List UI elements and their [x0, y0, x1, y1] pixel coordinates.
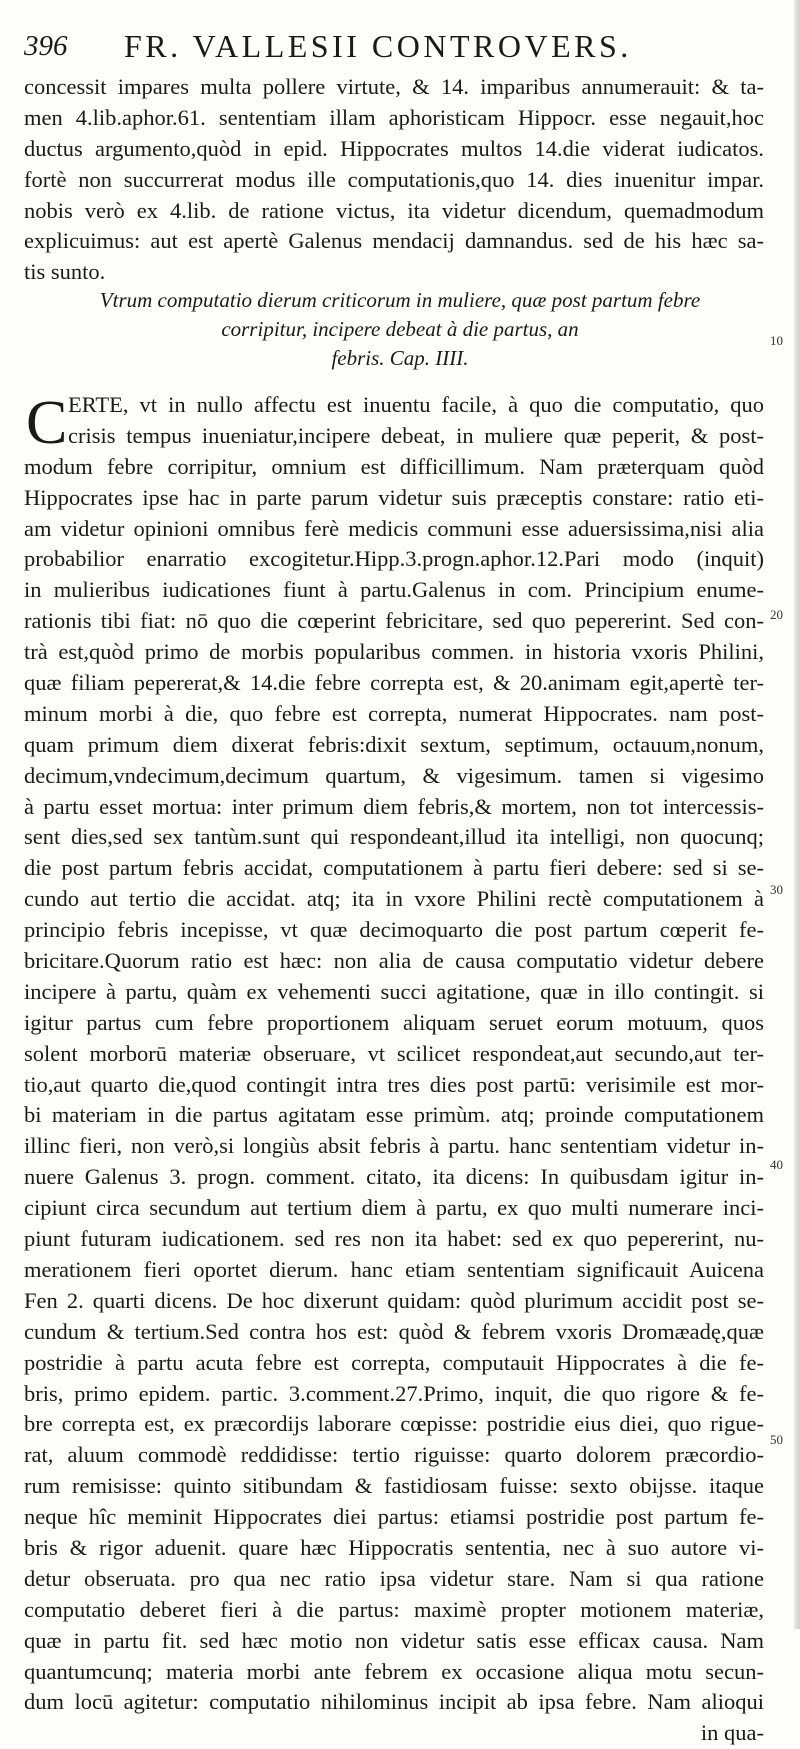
text-line: cundo aut tertio die accidat. atq; ita in vxore Philini rectè computationem à	[24, 886, 764, 912]
text-line: computatio deberet fieri à die partus: maximè propter motionem materiæ,	[24, 1596, 764, 1622]
catchword: in qua-	[700, 1720, 764, 1746]
text-line: modum febre corripitur, omnium est difficillimum. Nam præterquam quòd	[24, 453, 764, 479]
text-line: trà est,quòd primo de morbis popularibus commen. in historia vxoris Philini,	[24, 639, 764, 665]
text-line: minum morbi à die, quo febre est correpta, numerat Hippocrates. nam post-	[24, 700, 764, 726]
preceding-paragraph	[24, 72, 764, 288]
text-line: piunt futuram iudicationem. sed res non ita habet: sed ex quo pepererint, nu-	[24, 1226, 764, 1252]
running-title: FR. VALLESII CONTROVERS.	[124, 28, 632, 64]
text-line: tio,aut quarto die,quod contingit intra tres dies post partū: verisimile est mor-	[24, 1071, 764, 1097]
chapter-heading	[90, 286, 710, 373]
text-line: tis sunto.	[24, 259, 106, 285]
text-line: principio febris incepisse, vt quæ decimoquarto die post partum cœperit fe-	[24, 917, 764, 943]
text-line: nuere Galenus 3. progn. comment. citato, ita dicens: In quibusdam igitur in-	[24, 1164, 764, 1190]
text-line: rum remisisse: quinto sitibundam & fastidiosam fuisse: sexto obijsse. itaque	[24, 1473, 764, 1499]
text-line: igitur partus cum febre proportionem aliquam seruet eorum motuum, quos	[24, 1009, 764, 1035]
text-line: postridie à partu acuta febre est correpta, computauit Hippocrates à die fe-	[24, 1349, 764, 1375]
margin-line-number: 30	[770, 882, 783, 897]
text-line: am videtur opinioni omnibus ferè medicis communi esse aduersissima,nisi alia	[24, 515, 764, 541]
text-line: probabilior enarratio excogitetur.Hipp.3.progn.aphor.12.Pari modo (inquit)	[24, 546, 764, 572]
page-edge-shadow	[794, 0, 800, 1629]
text-line: bre correpta est, ex præcordijs laborare cœpisse: postridie eius diei, quo rigue-	[24, 1411, 764, 1437]
text-line: explicuimus: aut est apertè Galenus mendacij damnandus. sed de his hæc sa-	[24, 228, 764, 254]
text-line: bris, primo epidem. partic. 3.comment.27.Primo, inquit, die quo rigore & fe-	[24, 1380, 764, 1406]
running-head	[24, 22, 764, 66]
text-line: crisis tempus inueniatur,incipere debeat, in muliere quæ peperit, & post-	[68, 422, 764, 448]
heading-line: febris. Cap. IIII.	[331, 346, 469, 370]
chapter-body	[24, 390, 764, 1749]
heading-line: Vtrum computatio dierum criticorum in muliere, quæ post partum febre	[99, 288, 701, 312]
text-line: bricitare.Quorum ratio est hæc: non alia de causa computatio videtur debere	[24, 948, 764, 974]
text-line: bris & rigor aduenit. quare hæc Hippocratis sententia, nec à suo autore vi-	[24, 1534, 764, 1560]
text-line: in mulieribus iudicationes fiunt à partu.Galenus in com. Principium enume-	[24, 577, 764, 603]
text-line: à partu esset mortua: inter primum diem febris,& mortem, non tot intercessis-	[24, 793, 764, 819]
page-number: 396	[24, 30, 68, 62]
text-line: Hippocrates ipse hac in parte parum videtur suis præceptis constare: ratio eti-	[24, 484, 764, 510]
text-line: quæ in partu fit. sed hæc motio non videtur satis esse efficax causa. Nam	[24, 1627, 764, 1653]
text-line: incipere à partu, quàm ex vehementi succi agitatione, quæ in illo contingit. si	[24, 978, 764, 1004]
text-line: merationem fieri oportet dierum. hanc etiam sententiam significauit Auicena	[24, 1256, 764, 1282]
text-line: fortè non succurrerat modus ille computationis,quo 14. dies inuenitur impar.	[24, 166, 764, 192]
text-line: sent dies,sed sex tantùm.sunt qui respondeant,illud ita intelligi, non quocunq;	[24, 824, 764, 850]
text-line: neque hîc meminit Hippocrates diei partus: etiamsi postridie post partum fe-	[24, 1504, 764, 1530]
text-line: decimum,vndecimum,decimum quartum, & vigesimum. tamen si vigesimo	[24, 762, 764, 788]
text-line: rat, aluum commodè reddidisse: tertio riguisse: quarto dolorem præcordio-	[24, 1442, 764, 1468]
text-line: nobis verò ex 4.lib. de ratione victus, ita videtur dicendum, quemadmodum	[24, 197, 764, 223]
margin-line-number: 50	[770, 1432, 783, 1447]
text-line: illinc fieri, non verò,si longiùs absit febris à partu. hanc sententiam videtur in-	[24, 1133, 764, 1159]
text-line: die post partum febris accidat, computationem à partu fieri debere: sed si se-	[24, 855, 764, 881]
text-line: quam primum diem dixerat febris:dixit sextum, septimum, octauum,nonum,	[24, 731, 764, 757]
drop-cap: C	[26, 389, 68, 457]
text-line: Fen 2. quarti dicens. De hoc dixerunt quidam: quòd plurimum accidit post se-	[24, 1287, 764, 1313]
text-line: quantumcunq; materia morbi ante febrem ex occasione aliqua motu secun-	[24, 1658, 764, 1684]
text-line: men 4.lib.aphor.61. sententiam illam aphoristicam Hippocr. esse negauit,hoc	[24, 104, 764, 130]
text-line: cundum & tertium.Sed contra hos est: quòd & febrem vxoris Dromæadę,quæ	[24, 1318, 764, 1344]
text-line: bi materiam in die partus agitatam esse primùm. atq; proinde computationem	[24, 1102, 764, 1128]
text-line: dum locū agitetur: computatio nihilominus incipit ab ipsa febre. Nam alioqui	[24, 1689, 764, 1715]
text-line: solent morborū materiæ obseruare, vt scilicet respondeat,aut secundo,aut ter-	[24, 1040, 764, 1066]
margin-line-number: 10	[770, 333, 783, 348]
text-line: ductus argumento,quòd in epid. Hippocrates multos 14.die viderat iudicatos.	[24, 135, 764, 161]
text-line: rationis tibi fiat: nō quo die cœperint febricitare, sed quo pepererint. Sed con-	[24, 608, 764, 634]
heading-line: corripitur, incipere debeat à die partus, an	[221, 317, 579, 341]
text-line: ERTE, vt in nullo affectu est inuentu facile, à quo die computatio, quo	[68, 392, 764, 417]
text-line: concessit impares multa pollere virtute, & 14. imparibus annumerauit: & ta-	[24, 74, 764, 99]
text-line: quæ filiam pepererat,& 14.die febre correpta est, & 20.animam egit,apertè ter-	[24, 670, 764, 696]
text-line: cipiunt circa secundum aut tertium diem à partu, ex quo multi numerare inci-	[24, 1195, 764, 1221]
text-line: detur obseruata. pro qua nec ratio ipsa videtur stare. Nam si qua ratione	[24, 1565, 764, 1591]
margin-line-number: 40	[770, 1157, 783, 1172]
margin-line-number: 20	[770, 607, 783, 622]
